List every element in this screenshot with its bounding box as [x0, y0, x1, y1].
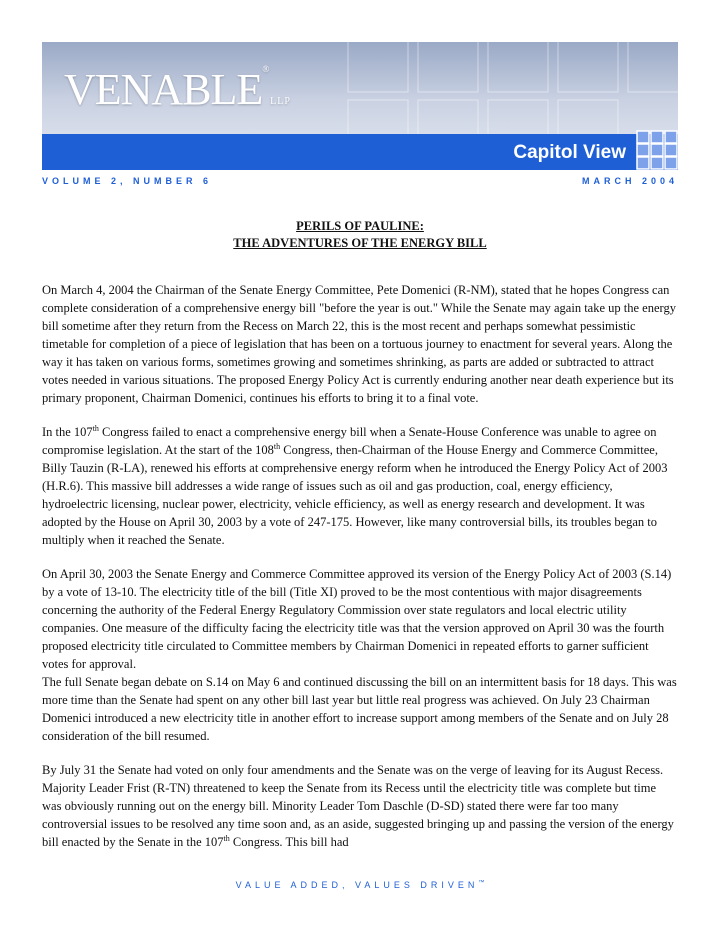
- logo-text: VENABLE: [64, 65, 263, 114]
- paragraph-3: On April 30, 2003 the Senate Energy and Commerce Committee approved its version of the Energy Policy Act of 2003 (S.14) by a vote of 13-10. The electricity title of the bill (Title XI) proved to be the most contentious with major disagreements concerning the authority of the Federal Energy Regulatory Commission over state regulators and local electric utility companies. One measure of the difficulty facing the electricity title was that the version approved on April 30 was the fourth proposed electricity title circulated to Committee members by Chairman Domenici in repeated efforts to garner sufficient votes for approval.: [42, 567, 672, 671]
- article-title: [0, 218, 720, 252]
- paragraph-1: On March 4, 2004 the Chairman of the Senate Energy Committee, Pete Domenici (R-NM), stated that he hopes Congress can complete consideration of a comprehensive energy bill "before the year is out." While the Senate may again take up the energy bill sometime after they return from the Recess on March 22, this is the most recent and perhaps somewhat pessimistic timetable for completion of a piece of legislation that has been on a tortuous journey to enactment for several years. Along the way it has taken on various forms, sometimes growing and sometimes shrinking, as parts are added or subtracted to attract votes needed in various situations. The proposed Energy Policy Act is currently enduring another near death experience but its primary proponent, Chairman Domenici, continues his efforts to bring it to a final vote.: [42, 283, 676, 405]
- paragraph-5: [42, 761, 678, 851]
- paragraph-2-text-b: Congress failed to enact a comprehensive energy bill when a Senate-House Conference was unable to agree on compromise legislation. At the start of the 108: [42, 425, 657, 457]
- venable-logo: [64, 64, 291, 115]
- article-title-line1: PERILS OF PAULINE:: [296, 219, 424, 233]
- banner-title: Capitol View: [513, 142, 626, 163]
- article-body: [42, 281, 678, 867]
- issue-date: MARCH 2004: [581, 176, 678, 186]
- paragraph-2-text-a: In the 107: [42, 425, 93, 439]
- trademark-symbol: ™: [478, 880, 485, 886]
- paragraph-2: [42, 423, 678, 549]
- tagline-text: VALUE ADDED, VALUES DRIVEN: [235, 880, 479, 890]
- ordinal-superscript: th: [273, 441, 281, 451]
- article-title-line2: THE ADVENTURES OF THE ENERGY BILL: [233, 236, 487, 250]
- ordinal-superscript: th: [223, 833, 230, 843]
- masthead-banner: [42, 42, 678, 170]
- logo-registered: ®: [262, 64, 269, 74]
- paragraph-5-text-a: By July 31 the Senate had voted on only four amendments and the Senate was on the verge of leaving for its August Recess. Majority Leader Frist (R-TN) threatened to keep the Senate from its Recess until the electricity title was complete but time was obviously running out on the energy bill. Minority Leader Tom Daschle (D-SD) stated there were far too many controversial issues to be resolved any time soon and, as an aside, suggested bringing up and passing the version of the energy bill enacted by the Senate in the 107: [42, 763, 674, 849]
- grid-squares-icon: [636, 130, 678, 170]
- volume-number: VOLUME 2, NUMBER 6: [42, 176, 213, 186]
- paragraph-5-text-b: Congress. This bill had: [229, 835, 349, 849]
- paragraph-2-text-c: Congress, then-Chairman of the House Energy and Commerce Committee, Billy Tauzin (R-LA), renewed his efforts at comprehensive energy reform when he introduced the Energy Policy Act of 2003 (H.R.6). This massive bill addresses a wide range of issues such as oil and gas production, coal, energy efficiency, hydroelectric licensing, nuclear power, electricity, vehicle efficiency, as well as energy research and development. It was adopted by the House on April 30, 2003 by a vote of 247-175. However, like many controversial bills, its troubles began to multiply when it reached the Senate.: [42, 443, 668, 547]
- ordinal-superscript: th: [92, 423, 99, 433]
- footer-tagline: [0, 880, 720, 890]
- logo-llp: LLP: [270, 96, 291, 107]
- paragraph-4: The full Senate began debate on S.14 on May 6 and continued discussing the bill on an intermittent basis for 18 days. This was more time than the Senate had spent on any other bill last year but little real progress was achieved. On July 23 Chairman Domenici introduced a new electricity title in another effort to increase support among members of the Senate and on July 28 consideration of the bill resumed.: [42, 675, 677, 743]
